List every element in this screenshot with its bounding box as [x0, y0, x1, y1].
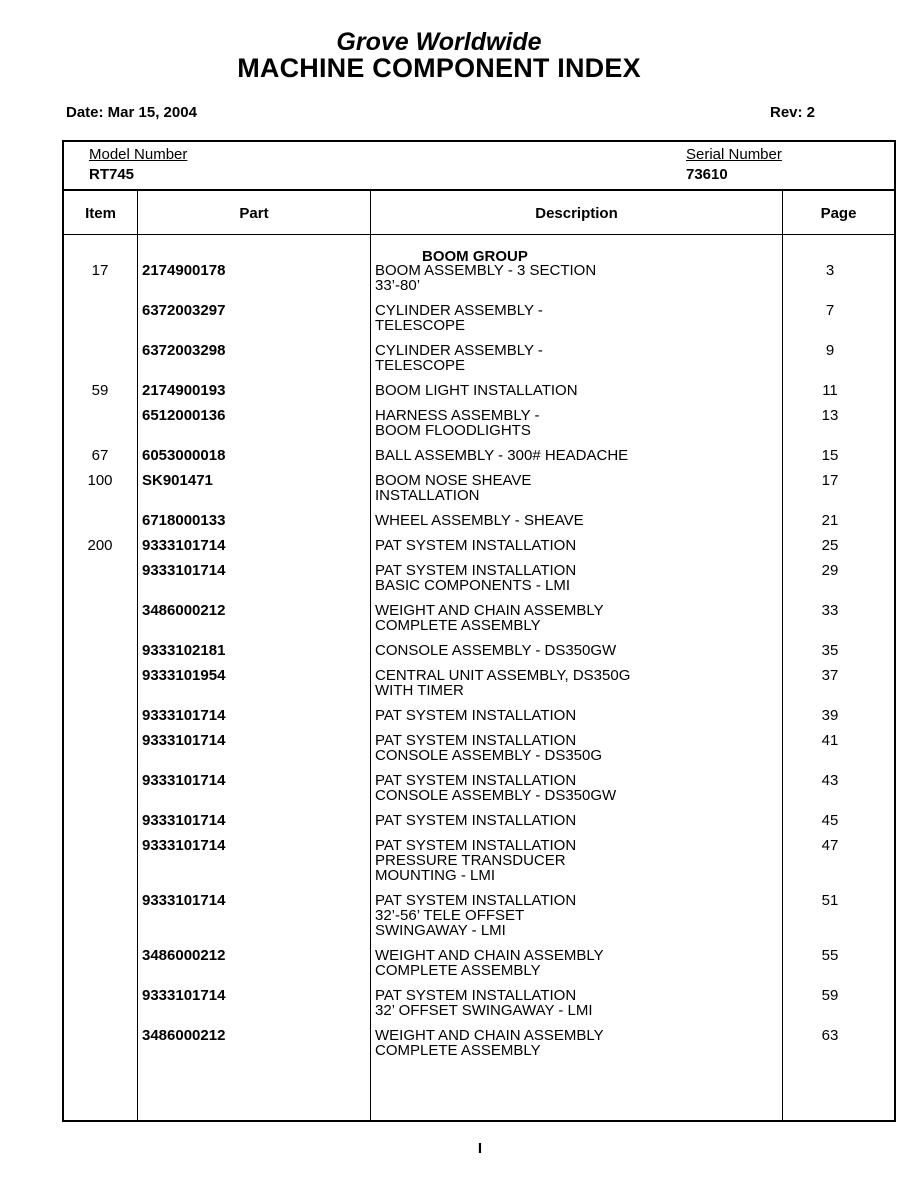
- row-part-number: SK901471: [142, 472, 213, 489]
- revision-label: Rev: 2: [770, 104, 816, 121]
- row-part-number: 6372003297: [142, 302, 226, 319]
- row-part-number: 9333102181: [142, 642, 226, 659]
- serial-number-value: 73610: [686, 166, 728, 183]
- row-description-line: PAT SYSTEM INSTALLATION: [375, 562, 577, 579]
- row-description: [375, 668, 775, 698]
- row-description-line: WEIGHT AND CHAIN ASSEMBLY: [375, 1027, 604, 1044]
- row-page-number: 51: [821, 892, 839, 909]
- row-description-line: PAT SYSTEM INSTALLATION: [375, 812, 577, 829]
- document-date: Date: Mar 15, 2004: [66, 104, 197, 121]
- row-page-number: 63: [821, 1027, 839, 1044]
- row-description: [375, 1028, 775, 1058]
- row-part-number: 9333101954: [142, 667, 226, 684]
- row-description-line: BALL ASSEMBLY - 300# HEADACHE: [375, 447, 629, 464]
- row-description: [375, 773, 775, 803]
- row-page-number: 17: [821, 472, 839, 489]
- row-page-number: 15: [821, 447, 839, 464]
- row-description: [375, 513, 775, 528]
- column-header-page: Page: [820, 205, 857, 222]
- row-description-line: CYLINDER ASSEMBLY -: [375, 302, 543, 319]
- group-heading: BOOM GROUP: [422, 248, 528, 265]
- row-description-line: CONSOLE ASSEMBLY - DS350GW: [375, 787, 617, 804]
- row-description: [375, 563, 775, 593]
- row-description: [375, 733, 775, 763]
- row-page-number: 47: [821, 837, 839, 854]
- row-page-number: 45: [821, 812, 839, 829]
- row-description-line: INSTALLATION: [375, 487, 480, 504]
- row-description: [375, 383, 775, 398]
- row-description-line: HARNESS ASSEMBLY -: [375, 407, 540, 424]
- row-description: [375, 948, 775, 978]
- row-description-line: COMPLETE ASSEMBLY: [375, 962, 541, 979]
- company-name: Grove Worldwide: [336, 28, 542, 56]
- column-divider-item: [137, 190, 138, 1120]
- row-description-line: PAT SYSTEM INSTALLATION: [375, 892, 577, 909]
- row-page-number: 37: [821, 667, 839, 684]
- row-part-number: 9333101714: [142, 837, 226, 854]
- row-part-number: 6512000136: [142, 407, 226, 424]
- row-part-number: 3486000212: [142, 1027, 226, 1044]
- row-item-number: 67: [91, 447, 109, 464]
- row-description-line: CYLINDER ASSEMBLY -: [375, 342, 543, 359]
- row-description-line: PAT SYSTEM INSTALLATION: [375, 537, 577, 554]
- column-header-item: Item: [85, 205, 116, 222]
- row-description-line: PAT SYSTEM INSTALLATION: [375, 987, 577, 1004]
- row-part-number: 9333101714: [142, 562, 226, 579]
- row-page-number: 35: [821, 642, 839, 659]
- document-title: MACHINE COMPONENT INDEX: [237, 53, 641, 83]
- row-description-line: CENTRAL UNIT ASSEMBLY, DS350G: [375, 667, 631, 684]
- row-page-number: 29: [821, 562, 839, 579]
- row-page-number: 13: [821, 407, 839, 424]
- row-description-line: CONSOLE ASSEMBLY - DS350GW: [375, 642, 617, 659]
- row-description-line: 32’-56’ TELE OFFSET: [375, 907, 525, 924]
- row-description-line: TELESCOPE: [375, 357, 466, 374]
- row-description: [375, 643, 775, 658]
- row-description-line: PAT SYSTEM INSTALLATION: [375, 837, 577, 854]
- row-description: [375, 303, 775, 333]
- row-description-line: MOUNTING - LMI: [375, 867, 495, 884]
- header-divider: [64, 189, 894, 191]
- row-description-line: TELESCOPE: [375, 317, 466, 334]
- row-description-line: BOOM LIGHT INSTALLATION: [375, 382, 578, 399]
- row-description-line: BASIC COMPONENTS - LMI: [375, 577, 571, 594]
- row-part-number: 3486000212: [142, 602, 226, 619]
- row-part-number: 9333101714: [142, 812, 226, 829]
- row-description-line: BOOM ASSEMBLY - 3 SECTION: [375, 262, 597, 279]
- row-description-line: CONSOLE ASSEMBLY - DS350G: [375, 747, 603, 764]
- row-item-number: 59: [91, 382, 109, 399]
- row-part-number: 6372003298: [142, 342, 226, 359]
- row-page-number: 33: [821, 602, 839, 619]
- row-description-line: WHEEL ASSEMBLY - SHEAVE: [375, 512, 584, 529]
- row-part-number: 9333101714: [142, 732, 226, 749]
- row-description-line: PRESSURE TRANSDUCER: [375, 852, 566, 869]
- row-description-line: 33’-80’: [375, 277, 421, 294]
- row-part-number: 9333101714: [142, 987, 226, 1004]
- column-header-part: Part: [239, 205, 269, 222]
- row-description-line: PAT SYSTEM INSTALLATION: [375, 772, 577, 789]
- row-description-line: BOOM FLOODLIGHTS: [375, 422, 531, 439]
- row-page-number: 39: [821, 707, 839, 724]
- row-description-line: SWINGAWAY - LMI: [375, 922, 506, 939]
- row-description-line: WEIGHT AND CHAIN ASSEMBLY: [375, 602, 604, 619]
- row-page-number: 55: [821, 947, 839, 964]
- row-page-number: 25: [821, 537, 839, 554]
- row-description: [375, 603, 775, 633]
- page-number: I: [477, 1140, 483, 1157]
- row-description: [375, 343, 775, 373]
- row-page-number: 59: [821, 987, 839, 1004]
- row-page-number: 11: [822, 382, 838, 399]
- row-description-line: 32’ OFFSET SWINGAWAY - LMI: [375, 1002, 593, 1019]
- row-description: [375, 263, 775, 293]
- column-header-divider: [64, 234, 894, 235]
- row-page-number: 7: [825, 302, 835, 319]
- row-part-number: 9333101714: [142, 537, 226, 554]
- row-description: [375, 448, 775, 463]
- serial-number-label: Serial Number: [686, 146, 782, 163]
- row-part-number: 9333101714: [142, 707, 226, 724]
- row-description-line: PAT SYSTEM INSTALLATION: [375, 732, 577, 749]
- row-part-number: 2174900178: [142, 262, 226, 279]
- index-table: [62, 140, 896, 1122]
- column-header-description: Description: [535, 205, 618, 222]
- model-number-label: Model Number: [89, 146, 188, 163]
- row-page-number: 9: [825, 342, 835, 359]
- row-part-number: 3486000212: [142, 947, 226, 964]
- row-description: [375, 838, 775, 883]
- row-part-number: 2174900193: [142, 382, 226, 399]
- row-item-number: 100: [87, 472, 113, 489]
- row-description-line: COMPLETE ASSEMBLY: [375, 617, 541, 634]
- row-page-number: 21: [821, 512, 839, 529]
- row-description: [375, 893, 775, 938]
- row-page-number: 41: [821, 732, 839, 749]
- row-part-number: 9333101714: [142, 892, 226, 909]
- row-description: [375, 538, 775, 553]
- row-description-line: BOOM NOSE SHEAVE: [375, 472, 532, 489]
- row-description: [375, 708, 775, 723]
- row-description: [375, 408, 775, 438]
- row-description-line: WEIGHT AND CHAIN ASSEMBLY: [375, 947, 604, 964]
- row-part-number: 9333101714: [142, 772, 226, 789]
- row-description: [375, 988, 775, 1018]
- row-item-number: 17: [91, 262, 109, 279]
- row-description-line: WITH TIMER: [375, 682, 464, 699]
- row-description-line: PAT SYSTEM INSTALLATION: [375, 707, 577, 724]
- column-divider-part: [370, 190, 371, 1120]
- model-number-value: RT745: [89, 166, 135, 183]
- row-item-number: 200: [87, 537, 113, 554]
- row-page-number: 43: [821, 772, 839, 789]
- row-description-line: COMPLETE ASSEMBLY: [375, 1042, 541, 1059]
- row-description: [375, 813, 775, 828]
- row-description: [375, 473, 775, 503]
- row-part-number: 6053000018: [142, 447, 226, 464]
- row-part-number: 6718000133: [142, 512, 226, 529]
- row-page-number: 3: [825, 262, 835, 279]
